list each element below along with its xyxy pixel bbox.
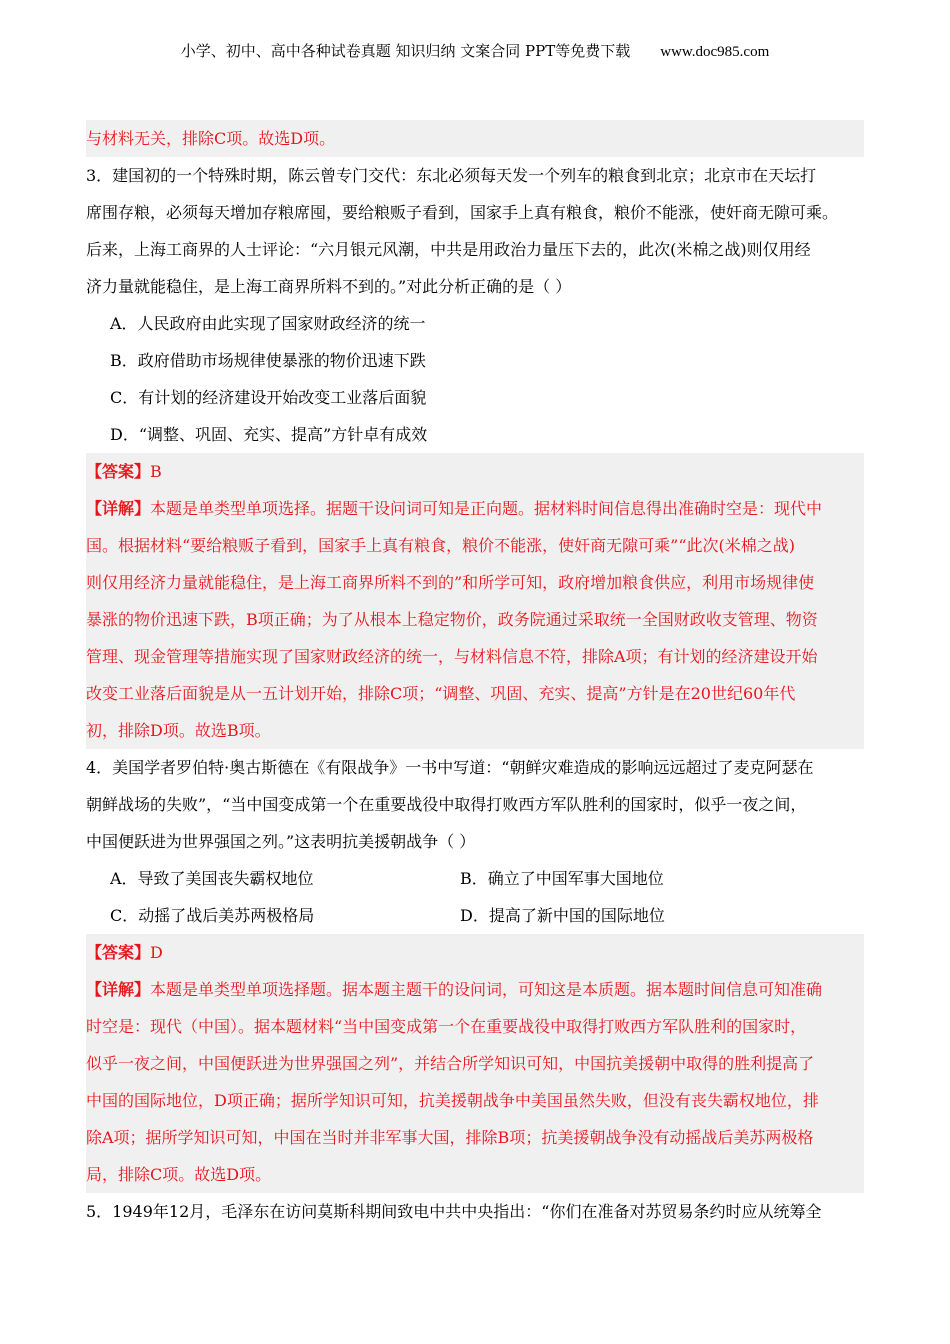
answer-tag: 【答案】 xyxy=(86,462,151,481)
q3-detail-line: 初，排除D项。故选B项。 xyxy=(86,721,271,740)
q3-stem-line: 后来，上海工商界的人士评论：“六月银元风潮，中共是用政治力量压下去的，此次(米棉之战)则仅用经 xyxy=(86,240,811,259)
q4-options-row xyxy=(86,860,864,897)
question-3 xyxy=(86,157,864,453)
q3-detail-line: 暴涨的物价迅速下跌，B项正确；为了从根本上稳定物价，政务院通过采取统一全国财政收支管理、物资 xyxy=(86,610,818,629)
answer-value: D xyxy=(150,943,163,962)
q3-option-d: D．“调整、巩固、充实、提高”方针卓有成效 xyxy=(110,425,428,444)
document-body xyxy=(86,120,864,1230)
q4-stem-line: 4．美国学者罗伯特·奥古斯德在《有限战争》一书中写道：“朝鲜灾难造成的影响远远超过了麦克阿瑟在 xyxy=(86,758,814,777)
q4-options-row xyxy=(86,897,864,934)
q4-detail-line: 【详解】本题是单类型单项选择题。据本题主题干的设问词，可知这是本质题。据本题时间信息可知准确 xyxy=(86,980,823,999)
answer-value: B xyxy=(150,462,162,481)
q4-detail-line: 除A项；据所学知识可知，中国在当时并非军事大国，排除B项；抗美援朝战争没有动摇战后美苏两极格 xyxy=(86,1128,814,1147)
q5-stem-line: 5．1949年12月，毛泽东在访问莫斯科期间致电中共中央指出：“你们在准备对苏贸易条约时应从统筹全 xyxy=(86,1202,822,1221)
page-header xyxy=(0,40,950,61)
prev-answer-tail: 与材料无关，排除C项。故选D项。 xyxy=(86,120,864,157)
header-site[interactable]: www.doc985.com xyxy=(660,44,770,60)
q3-detail-line: 【详解】本题是单类型单项选择。据题干设问词可知是正向题。据材料时间信息得出准确时空是：现代中 xyxy=(86,499,823,518)
q3-detail-line: 则仅用经济力量就能稳住，是上海工商界所料不到的”和所学可知，政府增加粮食供应，利用市场规律使 xyxy=(86,573,815,592)
q4-solution xyxy=(86,934,864,1193)
q4-option-b: B．确立了中国军事大国地位 xyxy=(460,869,664,888)
q3-answer xyxy=(86,453,864,490)
q4-detail-line: 时空是：现代（中国）。据本题材料“当中国变成第一个在重要战役中取得打败西方军队胜利的国家时， xyxy=(86,1017,807,1036)
q4-detail-line: 中国的国际地位，D项正确；据所学知识可知，抗美援朝战争中美国虽然失败，但没有丧失霸权地位，排 xyxy=(86,1091,819,1110)
q3-detail-line: 改变工业落后面貌是从一五计划开始，排除C项；“调整、巩固、充实、提高”方针是在20世纪60年代 xyxy=(86,684,796,703)
q4-option-d: D．提高了新中国的国际地位 xyxy=(460,906,665,925)
answer-tag: 【答案】 xyxy=(86,943,151,962)
q3-option-c: C．有计划的经济建设开始改变工业落后面貌 xyxy=(110,388,427,407)
q4-detail-line: 似乎一夜之间，中国便跃进为世界强国之列”，并结合所学知识可知，中国抗美援朝中取得的胜利提高了 xyxy=(86,1054,815,1073)
q3-detail-line: 国。根据材料“要给粮贩子看到，国家手上真有粮食，粮价不能涨，使奸商无隙可乘”“此次(米棉之战) xyxy=(86,536,796,555)
detail-tag: 【详解】 xyxy=(86,499,151,518)
q4-option-a: A．导致了美国丧失霸权地位 xyxy=(110,869,314,888)
header-text: 小学、初中、高中各种试卷真题 知识归纳 文案合同 PPT等免费下载 xyxy=(180,42,631,60)
q3-solution xyxy=(86,453,864,749)
q4-stem-line: 朝鲜战场的失败”，“当中国变成第一个在重要战役中取得打败西方军队胜利的国家时，似乎一夜之间， xyxy=(86,795,807,814)
q4-detail-line: 局，排除C项。故选D项。 xyxy=(86,1165,272,1184)
question-4 xyxy=(86,749,864,934)
q4-answer xyxy=(86,934,864,971)
detail-tag: 【详解】 xyxy=(86,980,151,999)
q3-stem-line: 席围存粮，必须每天增加存粮席囤，要给粮贩子看到，国家手上真有粮食，粮价不能涨，使奸商无隙可乘。 xyxy=(86,203,839,222)
q3-option-b: B．政府借助市场规律使暴涨的物价迅速下跌 xyxy=(110,351,426,370)
question-5 xyxy=(86,1193,864,1230)
q3-detail-line: 管理、现金管理等措施实现了国家财政经济的统一，与材料信息不符，排除A项；有计划的经济建设开始 xyxy=(86,647,818,666)
q4-stem-line: 中国便跃进为世界强国之列。”这表明抗美援朝战争（ ） xyxy=(86,832,476,851)
q3-option-a: A．人民政府由此实现了国家财政经济的统一 xyxy=(110,314,426,333)
q3-stem-line: 济力量就能稳住，是上海工商界所料不到的。”对此分析正确的是（ ） xyxy=(86,277,572,296)
q3-stem-line: 3．建国初的一个特殊时期，陈云曾专门交代：东北必须每天发一个列车的粮食到北京；北京市在天坛打 xyxy=(86,166,817,185)
q4-option-c: C．动摇了战后美苏两极格局 xyxy=(110,906,315,925)
